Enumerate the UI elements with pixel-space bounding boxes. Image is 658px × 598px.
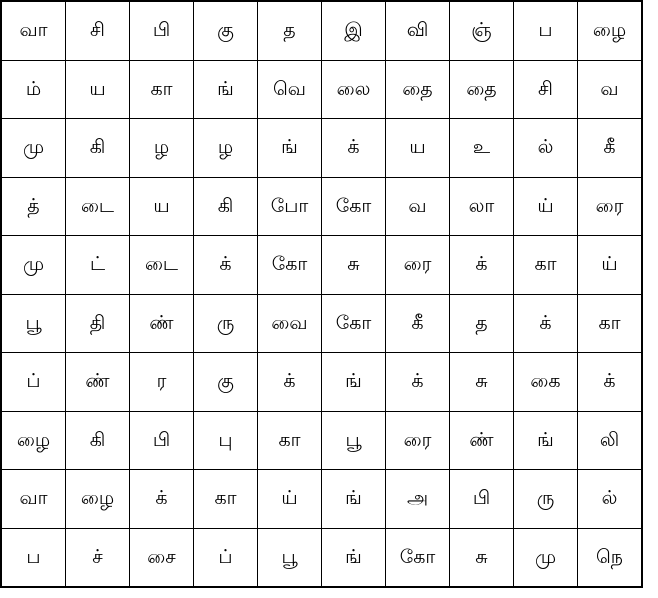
grid-cell[interactable]: ச் xyxy=(66,528,130,587)
grid-cell[interactable]: ரை xyxy=(386,411,450,470)
grid-cell[interactable]: க் xyxy=(258,353,322,412)
grid-cell[interactable]: லி xyxy=(578,411,643,470)
grid-cell[interactable]: த xyxy=(258,1,322,60)
grid-cell[interactable]: ப் xyxy=(194,528,258,587)
grid-cell[interactable]: ழை xyxy=(1,411,66,470)
grid-cell[interactable]: கா xyxy=(258,411,322,470)
grid-cell[interactable]: தை xyxy=(386,60,450,119)
grid-cell[interactable]: சு xyxy=(450,353,514,412)
grid-cell[interactable]: க் xyxy=(194,236,258,295)
grid-cell[interactable]: உ xyxy=(450,119,514,178)
grid-cell[interactable]: ப் xyxy=(1,353,66,412)
grid-cell[interactable]: ரை xyxy=(386,236,450,295)
grid-row xyxy=(1,1,642,60)
grid-cell[interactable]: சி xyxy=(514,60,578,119)
grid-cell[interactable]: டை xyxy=(66,177,130,236)
grid-cell[interactable]: க் xyxy=(450,236,514,295)
grid-row xyxy=(1,60,642,119)
grid-cell[interactable]: ல் xyxy=(514,119,578,178)
grid-cell[interactable]: ய் xyxy=(258,470,322,529)
grid-cell[interactable]: ய் xyxy=(578,236,643,295)
grid-cell[interactable]: கோ xyxy=(322,294,386,353)
grid-row xyxy=(1,528,642,587)
grid-cell[interactable]: பூ xyxy=(1,294,66,353)
grid-cell[interactable]: கோ xyxy=(386,528,450,587)
grid-cell[interactable]: ண் xyxy=(450,411,514,470)
grid-cell[interactable]: மு xyxy=(1,236,66,295)
grid-cell[interactable]: சி xyxy=(66,1,130,60)
grid-cell[interactable]: ர xyxy=(130,353,194,412)
grid-cell[interactable]: ழை xyxy=(578,1,643,60)
grid-cell[interactable]: கீ xyxy=(578,119,643,178)
grid-cell[interactable]: கா xyxy=(194,470,258,529)
grid-cell[interactable]: ங் xyxy=(322,470,386,529)
grid-cell[interactable]: ரை xyxy=(578,177,643,236)
grid-cell[interactable]: கு xyxy=(194,1,258,60)
grid-cell[interactable]: ப xyxy=(1,528,66,587)
grid-cell[interactable]: ம் xyxy=(1,60,66,119)
grid-cell[interactable]: ங் xyxy=(514,411,578,470)
grid-cell[interactable]: க் xyxy=(130,470,194,529)
grid-cell[interactable]: கோ xyxy=(322,177,386,236)
grid-cell[interactable]: ல் xyxy=(578,470,643,529)
grid-cell[interactable]: பி xyxy=(130,411,194,470)
grid-cell[interactable]: கி xyxy=(194,177,258,236)
grid-cell[interactable]: ரு xyxy=(514,470,578,529)
grid-cell[interactable]: த xyxy=(450,294,514,353)
grid-cell[interactable]: பூ xyxy=(258,528,322,587)
grid-cell[interactable]: ய xyxy=(386,119,450,178)
grid-body xyxy=(1,1,642,587)
grid-cell[interactable]: கா xyxy=(514,236,578,295)
grid-cell[interactable]: வெ xyxy=(258,60,322,119)
grid-cell[interactable]: கா xyxy=(130,60,194,119)
grid-cell[interactable]: த் xyxy=(1,177,66,236)
grid-cell[interactable]: வை xyxy=(258,294,322,353)
grid-cell[interactable]: ட் xyxy=(66,236,130,295)
grid-cell[interactable]: க் xyxy=(578,353,643,412)
grid-cell[interactable]: வா xyxy=(1,470,66,529)
grid-cell[interactable]: ய் xyxy=(514,177,578,236)
grid-cell[interactable]: வ xyxy=(386,177,450,236)
grid-cell[interactable]: கு xyxy=(194,353,258,412)
grid-row xyxy=(1,177,642,236)
grid-cell[interactable]: ங் xyxy=(322,353,386,412)
grid-cell[interactable]: பி xyxy=(130,1,194,60)
grid-cell[interactable]: பு xyxy=(194,411,258,470)
grid-cell[interactable]: க் xyxy=(322,119,386,178)
grid-cell[interactable]: இ xyxy=(322,1,386,60)
grid-row xyxy=(1,119,642,178)
grid-row xyxy=(1,294,642,353)
grid-cell[interactable]: கா xyxy=(578,294,643,353)
grid-cell[interactable]: கி xyxy=(66,119,130,178)
grid-cell[interactable]: ண் xyxy=(130,294,194,353)
grid-cell[interactable]: ப xyxy=(514,1,578,60)
grid-row xyxy=(1,353,642,412)
grid-cell[interactable]: ய xyxy=(130,177,194,236)
grid-cell[interactable]: வா xyxy=(1,1,66,60)
grid-cell[interactable]: ங் xyxy=(194,60,258,119)
grid-cell[interactable]: வி xyxy=(386,1,450,60)
grid-cell[interactable]: ழ xyxy=(194,119,258,178)
grid-cell[interactable]: ழை xyxy=(66,470,130,529)
grid-cell[interactable]: அ xyxy=(386,470,450,529)
grid-cell[interactable]: தை xyxy=(450,60,514,119)
grid-cell[interactable]: லா xyxy=(450,177,514,236)
grid-row xyxy=(1,236,642,295)
grid-row xyxy=(1,470,642,529)
grid-cell[interactable]: ங் xyxy=(258,119,322,178)
grid-cell[interactable]: கோ xyxy=(258,236,322,295)
grid-cell[interactable]: ரு xyxy=(194,294,258,353)
grid-cell[interactable]: ய xyxy=(66,60,130,119)
grid-cell[interactable]: சு xyxy=(322,236,386,295)
grid-cell[interactable]: ஞ் xyxy=(450,1,514,60)
grid-cell[interactable]: கி xyxy=(66,411,130,470)
grid-cell[interactable]: ண் xyxy=(66,353,130,412)
grid-cell[interactable]: சை xyxy=(130,528,194,587)
grid-cell[interactable]: லை xyxy=(322,60,386,119)
grid-cell[interactable]: மு xyxy=(514,528,578,587)
grid-cell[interactable]: டை xyxy=(130,236,194,295)
grid-cell[interactable]: பி xyxy=(450,470,514,529)
grid-cell[interactable]: போ xyxy=(258,177,322,236)
grid-row xyxy=(1,411,642,470)
grid-cell[interactable]: கை xyxy=(514,353,578,412)
grid-cell[interactable]: வ xyxy=(578,60,643,119)
grid-cell[interactable]: க் xyxy=(514,294,578,353)
grid-cell[interactable]: சு xyxy=(450,528,514,587)
grid-cell[interactable]: ழ xyxy=(130,119,194,178)
grid-cell[interactable]: தி xyxy=(66,294,130,353)
grid-cell[interactable]: மு xyxy=(1,119,66,178)
grid-cell[interactable]: க் xyxy=(386,353,450,412)
grid-cell[interactable]: கீ xyxy=(386,294,450,353)
grid-cell[interactable]: நெ xyxy=(578,528,643,587)
grid-cell[interactable]: பூ xyxy=(322,411,386,470)
grid-cell[interactable]: ங் xyxy=(322,528,386,587)
